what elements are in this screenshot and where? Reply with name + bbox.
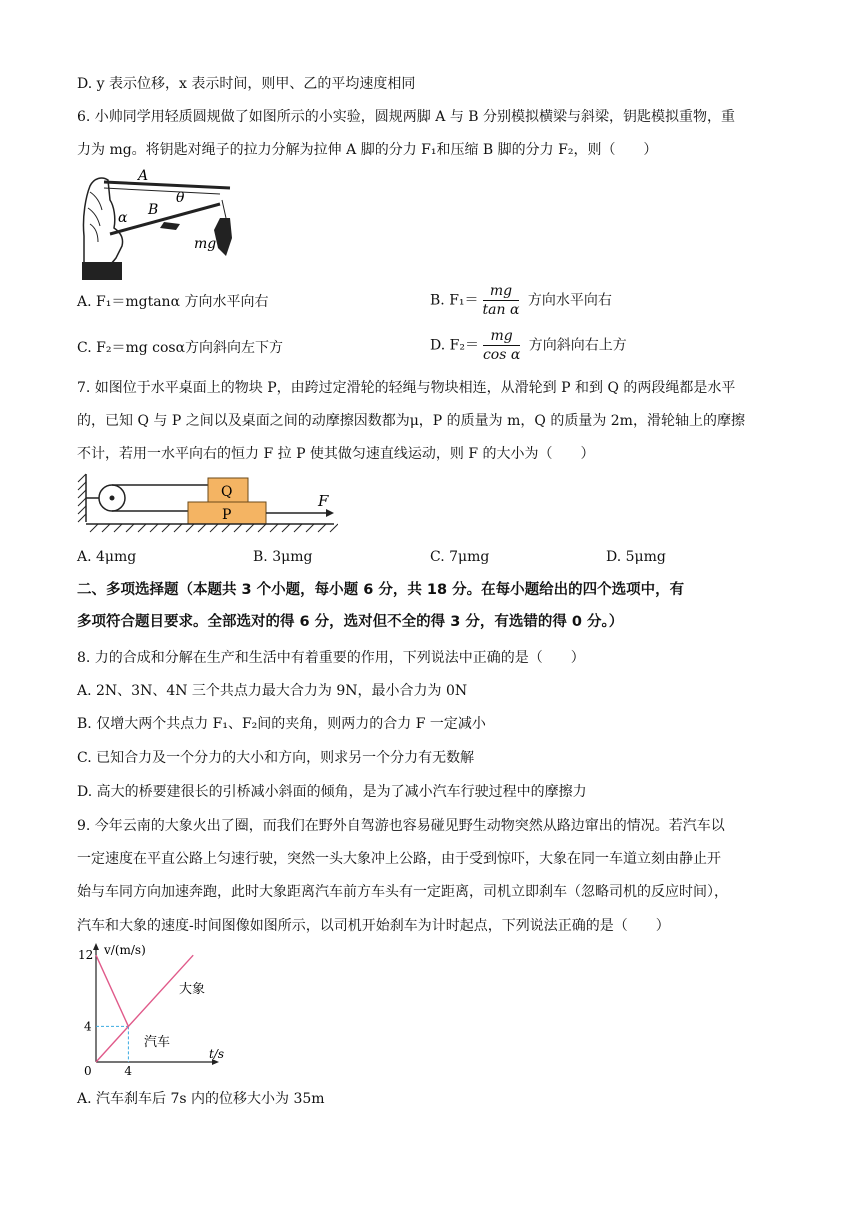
option-d-suffix: 方向斜向右上方 xyxy=(528,337,627,354)
label-q: Q xyxy=(221,484,233,500)
q7-option-a: A. 4μmg xyxy=(77,549,137,565)
q8-stem: 8. 力的合成和分解在生产和生活中有着重要的作用，下列说法中正确的是（ ） xyxy=(77,650,585,666)
x-tick-label: 0 xyxy=(84,1064,92,1078)
hand-illustration xyxy=(83,178,122,276)
x-axis-label: t/s xyxy=(209,1047,225,1061)
q6-option-d xyxy=(430,327,627,364)
q9-option-a: A. 汽车刹车后 7s 内的位移大小为 35m xyxy=(77,1091,325,1107)
q8-option-d: D. 高大的桥要建很长的引桥减小斜面的倾角，是为了减小汽车行驶过程中的摩擦力 xyxy=(77,784,587,800)
q6-option-a: A. F₁＝mgtanα 方向水平向右 xyxy=(77,294,269,310)
q7-stem-line2: 的，已知 Q 与 P 之间以及桌面之间的动摩擦因数都为μ，P 的质量为 m，Q 的质量为 2m，滑轮轴上的摩擦 xyxy=(77,413,745,429)
q6-compass-figure xyxy=(80,166,240,280)
q7-pulley-figure xyxy=(76,472,338,534)
option-d-prefix: D. F₂＝ xyxy=(430,337,479,354)
q8-option-c: C. 已知合力及一个分力的大小和方向，则求另一个分力有无数解 xyxy=(77,750,475,766)
force-arrowhead xyxy=(326,509,334,517)
q9-stem-line3: 始与车同方向加速奔跑，此时大象距离汽车前方车头有一定距离，司机立即刹车（忽略司机的反应时间）， xyxy=(77,884,728,900)
y-tick-label: 4 xyxy=(84,1019,92,1034)
label-a: A xyxy=(138,168,149,184)
label-alpha: α xyxy=(118,210,128,226)
keys xyxy=(214,218,232,256)
q7-option-d: D. 5μmg xyxy=(606,549,666,565)
q6-option-b xyxy=(430,282,612,319)
y-axis-label: v/(m/s) xyxy=(104,943,146,957)
q6-stem-line2: 力为 mg。将钥匙对绳子的拉力分解为拉伸 A 脚的分力 F₁和压缩 B 脚的分力 F₂，则（ ） xyxy=(77,142,658,158)
q8-option-a: A. 2N、3N、4N 三个共点力最大合力为 9N，最小合力为 0N xyxy=(77,683,468,699)
label-p: P xyxy=(222,507,232,523)
q6-option-c: C. F₂＝mg cosα方向斜向左下方 xyxy=(77,340,284,356)
q9-vt-chart xyxy=(74,940,234,1080)
annotation-car: 汽车 xyxy=(144,1034,171,1050)
q9-stem-line2: 一定速度在平直公路上匀速行驶，突然一头大象冲上公路，由于受到惊吓，大象在同一车道立刻由静止开 xyxy=(77,851,721,867)
label-f: F xyxy=(318,492,329,510)
annotation-elephant: 大象 xyxy=(179,981,206,997)
q7-option-b: B. 3μmg xyxy=(253,549,313,565)
q8-option-b: B. 仅增大两个共点力 F₁、F₂间的夹角，则两力的合力 F 一定减小 xyxy=(77,716,486,732)
label-b: B xyxy=(148,202,159,218)
option-b-suffix: 方向水平向右 xyxy=(527,292,612,309)
label-theta: θ xyxy=(176,190,185,206)
section2-heading-line1: 二、多项选择题（本题共 3 个小题，每小题 6 分，共 18 分。在每小题给出的四个选项中，有 xyxy=(77,582,685,598)
series-line-0 xyxy=(96,955,128,1026)
q7-option-c: C. 7μmg xyxy=(430,549,490,565)
option-b-fraction: $\frac{mg}{\text{tan α}}$ xyxy=(482,283,520,318)
q9-stem-line4: 汽车和大象的速度-时间图像如图所示，以司机开始刹车为计时起点，下列说法正确的是（ ） xyxy=(77,918,670,934)
label-mg: mg xyxy=(194,236,217,252)
q5-option-d: D. y 表示位移，x 表示时间，则甲、乙的平均速度相同 xyxy=(77,76,416,92)
q6-stem-line1: 6. 小帅同学用轻质圆规做了如图所示的小实验，圆规两脚 A 与 B 分别模拟横梁与斜梁，钥匙模拟重物，重 xyxy=(77,109,736,125)
x-tick-label: 4 xyxy=(124,1064,133,1078)
y-axis-arrow xyxy=(93,943,99,950)
q7-stem-line3: 不计，若用一水平向右的恒力 F 拉 P 使其做匀速直线运动，则 F 的大小为（ ） xyxy=(77,446,595,462)
leg-a xyxy=(104,182,230,188)
y-tick-label: 12 xyxy=(78,948,94,963)
q7-stem-line1: 7. 如图位于水平桌面上的物块 P，由跨过定滑轮的轻绳与物块相连，从滑轮到 P 和到 Q 的两段绳都是水平 xyxy=(77,380,736,396)
section2-heading-line2: 多项符合题目要求。全部选对的得 6 分，选对但不全的得 3 分，有选错的得 0 分。） xyxy=(77,614,624,630)
option-b-prefix: B. F₁＝ xyxy=(430,292,479,309)
q9-stem-line1: 9. 今年云南的大象火出了圈，而我们在野外自驾游也容易碰见野生动物突然从路边窜出的情况。若汽车以 xyxy=(77,818,725,834)
option-d-fraction: $\frac{mg}{\text{cos α}}$ xyxy=(482,328,521,363)
